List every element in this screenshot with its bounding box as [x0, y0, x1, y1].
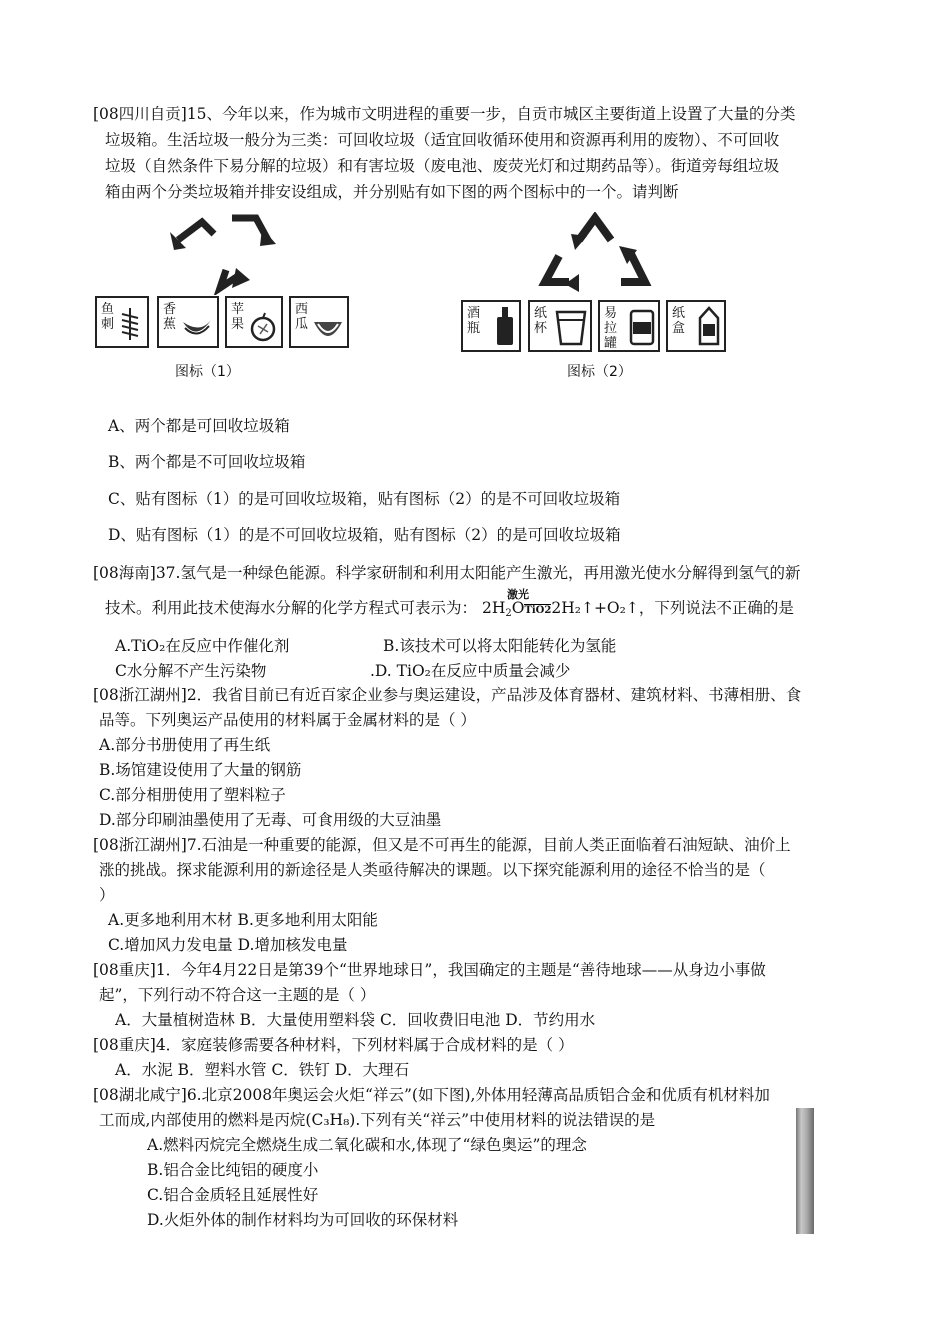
q3-line-2: 品等。下列奥运产品使用的材料属于金属材料的是（ ） [99, 711, 476, 729]
q7-option-c: C.铝合金质轻且延展性好 [147, 1186, 319, 1204]
soda-can-icon [629, 308, 655, 346]
q3-option-a: A.部分书册使用了再生纸 [99, 736, 271, 754]
q1-line-2: 垃圾箱。生活垃圾一般分为三类：可回收垃圾（适宜回收循环使用和资源再利用的废物）、不可回收 [105, 131, 780, 149]
icon1-item-3-label: 苹果 [231, 302, 245, 332]
icon2-item-1-label: 酒瓶 [467, 306, 481, 336]
q4-options-row-2: C.增加风力发电量 D.增加核发电量 [108, 936, 348, 954]
non-recyclable-symbol-icon [170, 210, 280, 295]
paper-cup-icon [555, 308, 587, 346]
q3-line-1: [08浙江湖州]2．我省目前已有近百家企业参与奥运建设，产品涉及体育器材、建筑材料、书薄相册、食 [93, 686, 802, 704]
eq-oxygen: O [511, 599, 525, 617]
icon1-item-box-2 [157, 296, 219, 348]
q6-options: A．水泥 B．塑料水管 C．铁钉 D．大理石 [115, 1061, 410, 1079]
q2-line-2 [105, 588, 794, 624]
q1-option-a: A、两个都是可回收垃圾箱 [108, 417, 290, 435]
icon1-item-box-4 [289, 296, 349, 348]
icon1-item-4-label: 西瓜 [295, 302, 309, 332]
icon1-item-box-1 [95, 296, 149, 348]
icon2-item-box-1 [461, 300, 521, 352]
icon1-item-box-3 [225, 296, 283, 348]
q5-line-1: [08重庆]1．今年4月22日是第39个“世界地球日”，我国确定的主题是“善待地球——从身边小事做 [93, 961, 766, 979]
q2-option-d: .D. TiO₂在反应中质量会减少 [370, 662, 571, 680]
banana-icon [180, 312, 214, 342]
icon1-caption: 图标（1） [175, 364, 240, 380]
q4-line-1: [08浙江湖州]7.石油是一种重要的能源，但又是不可再生的能源，目前人类正面临着石油短缺、油价上 [93, 836, 791, 854]
q3-option-d: D.部分印刷油墨使用了无毒、可食用级的大豆油墨 [99, 811, 442, 829]
q3-option-c: C.部分相册使用了塑料粒子 [99, 786, 286, 804]
icon2-caption: 图标（2） [567, 364, 632, 380]
eq-left: 2H [481, 599, 506, 617]
recycle-symbol-icon [535, 212, 655, 297]
icon1-item-2-label: 香蕉 [163, 302, 177, 332]
q2-option-a: A.TiO₂在反应中作催化剂 [115, 637, 290, 655]
apple-icon [248, 312, 278, 342]
icon2-item-box-4 [666, 300, 726, 352]
icon2-item-2-label: 纸杯 [534, 306, 548, 336]
eq-condition-top: 激光 [507, 588, 530, 601]
q4-line-2: 涨的挑战。探求能源利用的新途径是人类亟待解决的课题。以下探究能源利用的途径不恰当的是（ [99, 861, 766, 879]
chemical-equation: $2H_2O$ 激光 TiO22H₂↑+O₂↑ [477, 598, 639, 624]
icon2-item-4-label: 纸盒 [672, 306, 686, 336]
q1-line-3: 垃圾（自然条件下易分解的垃圾）和有害垃圾（废电池、废荧光灯和过期药品等）。街道旁每组垃圾 [105, 157, 780, 175]
q2-line-2-tail: ，下列说法不正确的是 [638, 599, 794, 617]
q2-line-2-text: 技术。利用此技术使海水分解的化学方程式可表示为： [105, 599, 478, 617]
fish-bone-icon [116, 306, 144, 342]
q7-option-a: A.燃料丙烷完全燃烧生成二氧化碳和水,体现了“绿色奥运”的理念 [147, 1136, 587, 1154]
q4-options-row-1: A.更多地利用木材 B.更多地利用太阳能 [108, 911, 378, 929]
eq-condition-catalyst: TiO2 [524, 605, 552, 616]
milk-carton-icon [697, 306, 721, 346]
icon1-item-1-label: 鱼刺 [101, 302, 115, 332]
q2-line-1: [08海南]37.氢气是一种绿色能源。科学家研制和利用太阳能产生激光，再用激光使水分解得到氢气的新 [93, 564, 801, 582]
q5-options: A．大量植树造林 B．大量使用塑料袋 C．回收费旧电池 D．节约用水 [115, 1011, 596, 1029]
watermelon-icon [312, 316, 344, 342]
eq-right: 2H₂↑+O₂↑ [551, 599, 639, 617]
q1-option-c: C、贴有图标（1）的是可回收垃圾箱，贴有图标（2）的是不可回收垃圾箱 [108, 490, 621, 508]
q4-line-3: ） [99, 886, 115, 904]
q2-option-b: B.该技术可以将太阳能转化为氢能 [383, 637, 617, 655]
q1-option-b: B、两个都是不可回收垃圾箱 [108, 453, 306, 471]
icon2-item-3-label: 易拉罐 [604, 306, 618, 351]
bottle-icon [494, 306, 516, 346]
q7-line-2: 工而成,内部使用的燃料是丙烷(C₃H₈).下列有关“祥云”中使用材料的说法错误的是 [99, 1111, 656, 1129]
icon2-item-box-3 [598, 300, 660, 352]
q1-option-d: D、贴有图标（1）的是不可回收垃圾箱，贴有图标（2）的是可回收垃圾箱 [108, 526, 621, 544]
q6-line-1: [08重庆]4．家庭装修需要各种材料，下列材料属于合成材料的是（ ） [93, 1036, 574, 1054]
q2-option-c: C水分解不产生污染物 [115, 662, 267, 680]
olympic-torch-image [796, 1108, 814, 1234]
q1-line-4: 箱由两个分类垃圾箱并排安设组成，并分别贴有如下图的两个图标中的一个。请判断 [105, 183, 679, 201]
icon2-item-box-2 [528, 300, 592, 352]
q7-line-1: [08湖北咸宁]6.北京2008年奥运会火炬“祥云”(如下图),外体用轻薄高品质铝合金和优质有机材料加 [93, 1086, 770, 1104]
q7-option-d: D.火炬外体的制作材料均为可回收的环保材料 [147, 1211, 459, 1229]
q1-line-1: [08四川自贡]15、今年以来，作为城市文明进程的重要一步，自贡市城区主要街道上设置了大量的分类 [93, 105, 796, 123]
q3-option-b: B.场馆建设使用了大量的钢筋 [99, 761, 302, 779]
q7-option-b: B.铝合金比纯铝的硬度小 [147, 1161, 319, 1179]
q5-line-2: 起”，下列行动不符合这一主题的是（ ） [99, 986, 376, 1004]
